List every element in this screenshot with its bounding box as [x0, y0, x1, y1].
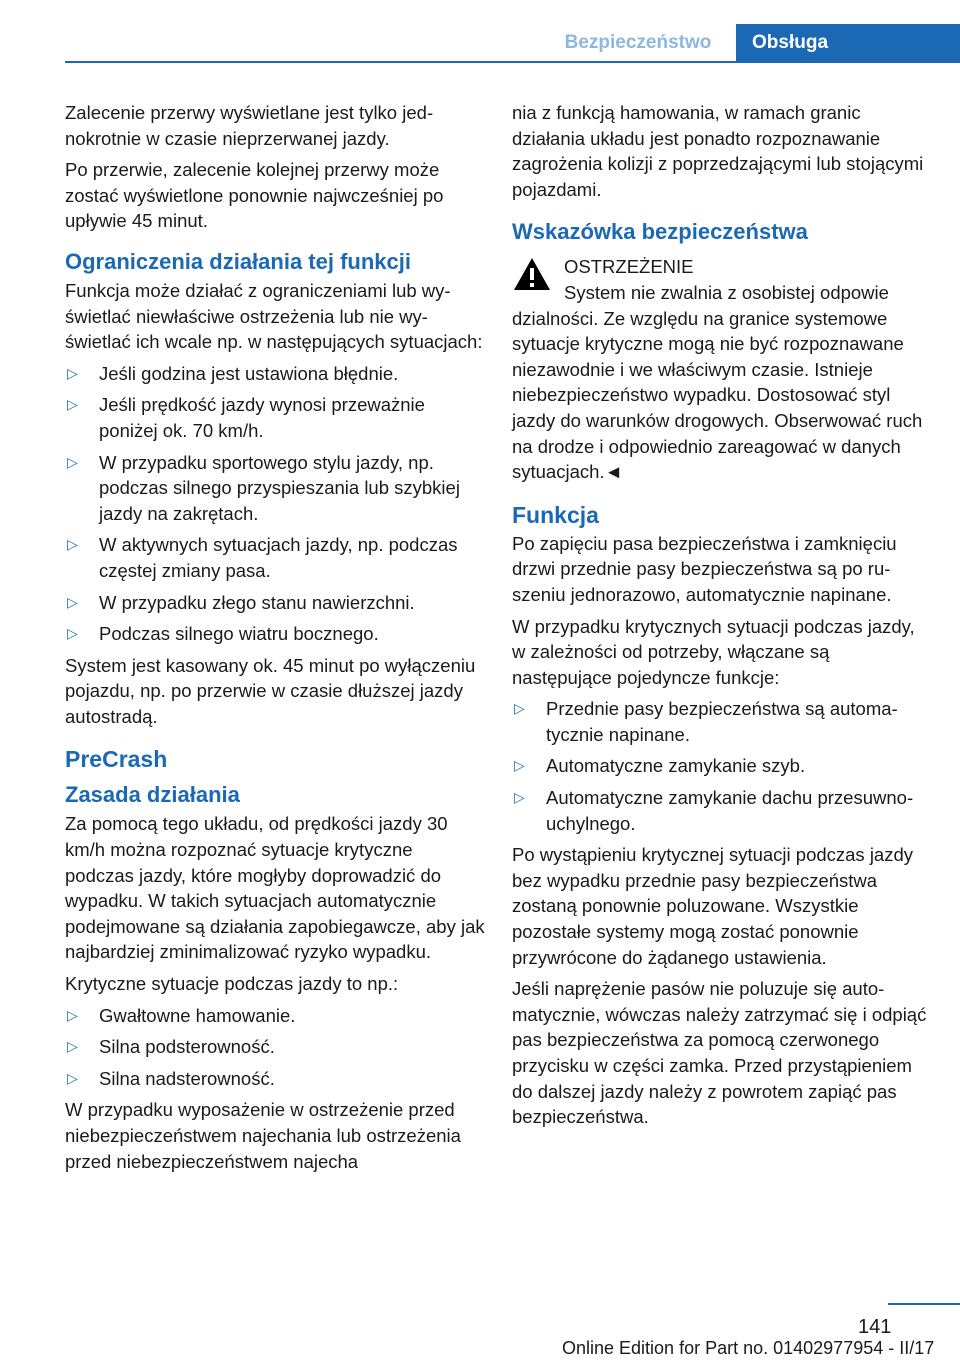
header-rule	[65, 61, 960, 63]
list-item: ▷ Jeśli prędkość jazdy wynosi przeważnie poniżej ok. 70 km/h.	[67, 394, 425, 441]
heading-function: Funkcja	[512, 501, 599, 528]
list-item: ▷ Podczas silnego wiatru bocznego.	[65, 621, 485, 647]
page-number: 141	[858, 1316, 892, 1338]
paragraph: nia z funkcją hamowania, w ramach granic działania układu jest ponadto rozpoznawanie zagrożenia kolizji z poprzedzającymi lub stojącymi pojazdami.	[512, 102, 924, 200]
paragraph: Funkcja może działać z ograniczeniami lub wyświetlać niewłaściwe ostrzeżenia lub nie wyświetlać ich wcale np. w następujących sytuacjach:	[65, 279, 483, 353]
heading-safety: Wskazówka bezpieczeństwa	[512, 219, 808, 245]
footer-rule	[888, 1303, 960, 1305]
triangle-bullet-icon: ▷	[67, 625, 78, 642]
paragraph: Krytyczne sytuacje podczas jazdy to np.:	[65, 973, 399, 995]
functions-list	[512, 696, 928, 836]
list-item: ▷ Automatyczne zamykanie szyb.	[512, 753, 928, 779]
paragraph: Zalecenie przerwy wyświetlane jest tylko jednokrotnie w czasie nieprzerwanej jazdy.	[65, 102, 434, 149]
list-item: ▷ Jeśli godzina jest ustawiona błędnie.	[65, 361, 485, 387]
heading-principle: Zasada działania	[65, 782, 240, 808]
triangle-bullet-icon: ▷	[67, 1038, 78, 1055]
list-item: ▷ W przypadku sportowego stylu jazdy, np. podczas silnego przyspieszania lub szybkiej jazdy na zakrętach.	[67, 451, 460, 524]
left-column	[65, 100, 485, 1180]
warning-text: dzialności. Ze względu na granice systemowe sytuacje krytyczne mogą nie być rozpoznawane niezawodnie i we właściwym czasie. Istnieje niebezpieczeństwo wypadku. Dostosować styl jazdy do warunków drogowych. Obserwować ruch na drodze i odpowiednio zareagować w danych sytuacjach.◄	[512, 307, 923, 483]
triangle-bullet-icon: ▷	[67, 1069, 78, 1086]
warning-title: OSTRZEŻENIE	[564, 256, 694, 278]
paragraph: W przypadku krytycznych sytuacji podczas jazdy, w zależności od potrzeby, włączane są następujące pojedyncze funkcje:	[512, 615, 915, 688]
heading-limits: Ograniczenia działania tej funkcji	[65, 248, 411, 274]
paragraph: Za pomocą tego układu, od prędkości jazdy 30 km/h można rozpoznać sytuacje krytyczne podczas jazdy, które mogłyby doprowadzić do wypadku. W takich sytuacjach automatycznie podejmowane są działania zapobiegawcze, aby jak najbardziej zminimalizować ryzyko wypadku.	[65, 813, 485, 963]
heading-precrash: PreCrash	[65, 746, 168, 773]
triangle-bullet-icon: ▷	[67, 536, 78, 553]
triangle-bullet-icon: ▷	[67, 593, 78, 610]
triangle-bullet-icon: ▷	[67, 1006, 78, 1023]
triangle-bullet-icon: ▷	[514, 757, 525, 774]
triangle-bullet-icon: ▷	[514, 789, 525, 806]
limits-list	[65, 361, 485, 647]
triangle-bullet-icon: ▷	[67, 396, 78, 413]
list-item: ▷ Silna nadsterowność.	[65, 1066, 485, 1092]
list-item: ▷ Przednie pasy bezpieczeństwa są automatycznie napinane.	[514, 698, 898, 745]
critical-list	[65, 1003, 485, 1092]
triangle-bullet-icon: ▷	[514, 700, 525, 717]
triangle-bullet-icon: ▷	[67, 453, 78, 470]
list-item: ▷ Gwałtowne hamowanie.	[65, 1003, 485, 1029]
right-column	[512, 100, 928, 1136]
list-item: ▷ W przypadku złego stanu nawierzchni.	[65, 590, 485, 616]
paragraph: Jeśli naprężenie pasów nie poluzuje się automatycznie, wówczas należy zatrzymać się i odpiąć pas bezpieczeństwa za pomocą czerwonego przycisku w części zamka. Przed przystąpieniem do dalszej jazdy należy z powrotem zapiąć pas bezpieczeństwa.	[512, 978, 927, 1128]
paragraph: System jest kasowany ok. 45 minut po wyłączeniu pojazdu, np. po przerwie w czasie dłuższej jazdy autostradą.	[65, 654, 476, 727]
paragraph: Po przerwie, zalecenie kolejnej przerwy może zostać wyświetlone ponownie najwcześniej po upływie 45 minut.	[65, 159, 444, 232]
list-item: ▷ Silna podsterowność.	[65, 1034, 485, 1060]
warning-box	[512, 254, 928, 305]
edition-note: Online Edition for Part no. 01402977954 - II/17	[562, 1338, 935, 1358]
triangle-bullet-icon: ▷	[67, 364, 78, 381]
header-chapter-tab[interactable]: Obsługa	[736, 24, 960, 62]
paragraph: Po zapięciu pasa bezpieczeństwa i zamknięciu drzwi przednie pasy bezpieczeństwa są po ruszeniu jednorazowo, automatycznie napinane.	[512, 532, 897, 605]
list-item: ▷ Automatyczne zamykanie dachu przesuwno-uchylnego.	[514, 787, 914, 834]
paragraph: Po wystąpieniu krytycznej sytuacji podczas jazdy bez wypadku przednie pasy bezpieczeństwa zostaną ponownie poluzowane. Wszystkie pozostałe systemy mogą zostać ponownie przywrócone do żądanego ustawienia.	[512, 844, 914, 968]
paragraph: W przypadku wyposażenie w ostrzeżenie przed niebezpieczeństwem najechania lub ostrzeżenia przed niebezpieczeństwem najecha	[65, 1099, 461, 1172]
warning-triangle-icon	[512, 256, 552, 292]
list-item: ▷ W aktywnych sytuacjach jazdy, np. podczas częstej zmiany pasa.	[67, 534, 458, 581]
header-section-title: Bezpieczeństwo	[564, 32, 712, 53]
warning-first-line: System nie zwalnia z osobistej odpowie	[564, 281, 889, 303]
